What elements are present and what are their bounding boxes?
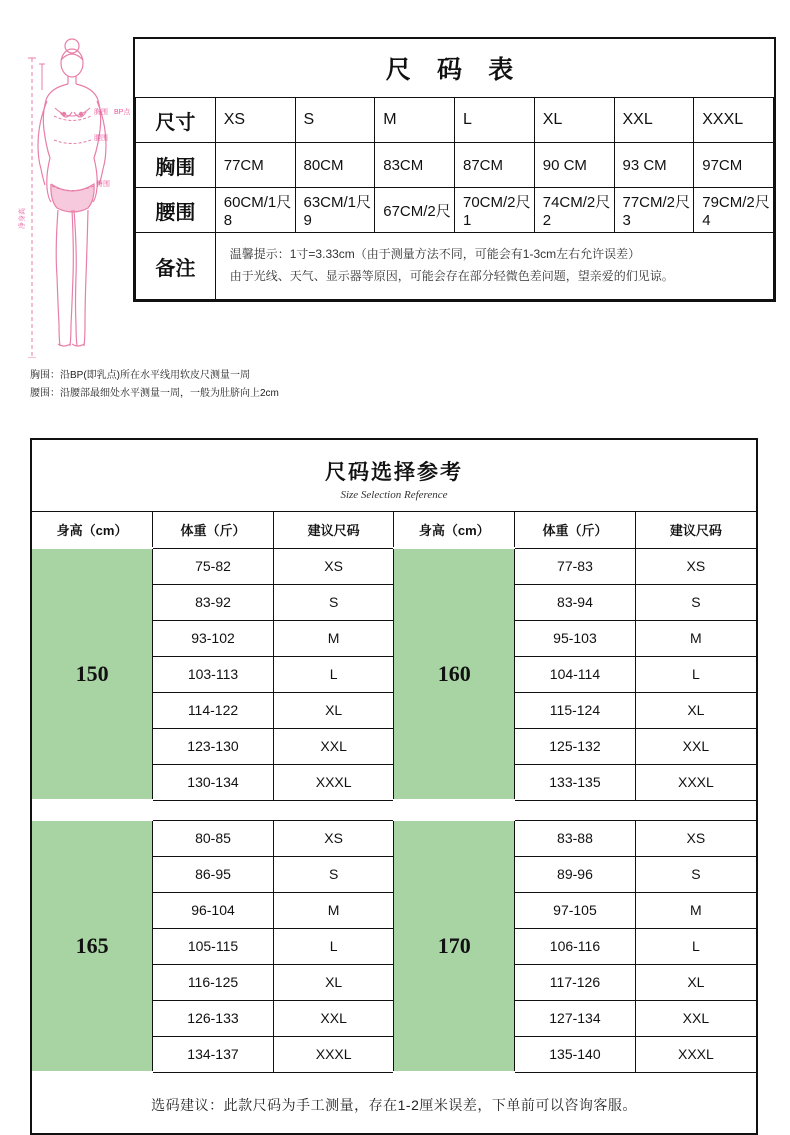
size-165-s: S: [273, 856, 394, 892]
weight-170-s: 89-96: [515, 856, 636, 892]
weight-160-xxxl: 133-135: [515, 764, 636, 800]
size-150-xxxl: XXXL: [273, 764, 394, 800]
size-160-xxxl: XXXL: [635, 764, 756, 800]
size-xxl: XXL: [614, 98, 694, 143]
weight-170-xl: 117-126: [515, 964, 636, 1000]
reference-subtitle: Size Selection Reference: [340, 489, 448, 501]
table-row: [32, 820, 756, 856]
bust-xxxl: 97CM: [694, 143, 774, 188]
header-weight-right: 体重（斤）: [515, 512, 636, 549]
waist-measure-caption: 腰围：沿腰部最细处水平测量一周，一般为肚脐向上2cm: [30, 388, 279, 399]
svg-text:BP点: BP点: [114, 109, 131, 116]
size-165-xs: XS: [273, 820, 394, 856]
waist-l: 70CM/2尺1: [455, 188, 535, 233]
size-chart-note: [215, 233, 773, 300]
bust-xl: 90 CM: [534, 143, 614, 188]
weight-165-s: 86-95: [153, 856, 274, 892]
size-160-l: L: [635, 656, 756, 692]
weight-170-m: 97-105: [515, 892, 636, 928]
size-160-xs: XS: [635, 548, 756, 584]
height-group-170: 170: [394, 820, 515, 1072]
bust-m: 83CM: [375, 143, 455, 188]
weight-160-l: 104-114: [515, 656, 636, 692]
bust-xs: 77CM: [215, 143, 295, 188]
size-170-xxxl: XXXL: [635, 1036, 756, 1072]
size-chart-section: [0, 0, 790, 400]
size-170-xxl: XXL: [635, 1000, 756, 1036]
bust-s: 80CM: [295, 143, 375, 188]
weight-160-s: 83-94: [515, 584, 636, 620]
size-165-l: L: [273, 928, 394, 964]
weight-165-m: 96-104: [153, 892, 274, 928]
svg-text:胸围: 胸围: [94, 109, 108, 116]
size-150-xl: XL: [273, 692, 394, 728]
size-170-xl: XL: [635, 964, 756, 1000]
row-label-size: 尺寸: [136, 98, 216, 143]
size-160-xl: XL: [635, 692, 756, 728]
weight-150-xl: 114-122: [153, 692, 274, 728]
row-label-bust: 胸围: [136, 143, 216, 188]
weight-160-xxl: 125-132: [515, 728, 636, 764]
svg-text:腰围: 腰围: [94, 135, 108, 142]
bust-measure-caption: 胸围：沿BP(即乳点)所在水平线用软皮尺测量一周: [30, 370, 250, 381]
size-160-xxl: XXL: [635, 728, 756, 764]
height-group-150: 150: [32, 548, 153, 800]
size-xl: XL: [534, 98, 614, 143]
weight-150-s: 83-92: [153, 584, 274, 620]
waist-m: 67CM/2尺: [375, 188, 455, 233]
height-group-165: 165: [32, 820, 153, 1072]
table-row: [32, 548, 756, 584]
spacer-cell: [32, 800, 756, 820]
size-150-m: M: [273, 620, 394, 656]
weight-165-xxxl: 134-137: [153, 1036, 274, 1072]
header-size-left: 建议尺码: [273, 512, 394, 549]
size-165-m: M: [273, 892, 394, 928]
size-165-xxxl: XXXL: [273, 1036, 394, 1072]
weight-150-l: 103-113: [153, 656, 274, 692]
weight-165-l: 105-115: [153, 928, 274, 964]
reference-header-row: [32, 512, 756, 549]
size-selection-reference-section: [30, 438, 758, 1135]
weight-170-l: 106-116: [515, 928, 636, 964]
reference-footnote: 选码建议：此款尺码为手工测量，存在1-2厘米误差，下单前可以咨询客服。: [151, 1097, 637, 1113]
size-165-xxl: XXL: [273, 1000, 394, 1036]
size-170-s: S: [635, 856, 756, 892]
size-160-s: S: [635, 584, 756, 620]
note-line-2: 由于光线、天气、显示器等原因，可能会存在部分轻微色差问题，望亲爱的们见谅。: [229, 269, 674, 283]
waist-s: 63CM/1尺9: [295, 188, 375, 233]
header-size-right: 建议尺码: [635, 512, 756, 549]
weight-160-xl: 115-124: [515, 692, 636, 728]
size-170-l: L: [635, 928, 756, 964]
header-weight-left: 体重（斤）: [153, 512, 274, 549]
size-chart-title-row: [136, 39, 774, 98]
size-chart-table-wrapper: [133, 37, 776, 302]
size-m: M: [375, 98, 455, 143]
header-height-right: 身高（cm）: [394, 512, 515, 549]
height-group-160: 160: [394, 548, 515, 800]
svg-text:净身高: 净身高: [19, 208, 26, 229]
weight-150-xxxl: 130-134: [153, 764, 274, 800]
size-chart-title: 尺 码 表: [136, 39, 774, 98]
waist-xs: 60CM/1尺8: [215, 188, 295, 233]
size-150-s: S: [273, 584, 394, 620]
weight-170-xs: 83-88: [515, 820, 636, 856]
weight-150-xxl: 123-130: [153, 728, 274, 764]
weight-160-xs: 77-83: [515, 548, 636, 584]
size-165-xl: XL: [273, 964, 394, 1000]
svg-text:臀围: 臀围: [96, 181, 110, 188]
size-160-m: M: [635, 620, 756, 656]
waist-xxl: 77CM/2尺3: [614, 188, 694, 233]
waist-xl: 74CM/2尺2: [534, 188, 614, 233]
size-xs: XS: [215, 98, 295, 143]
bust-xxl: 93 CM: [614, 143, 694, 188]
weight-165-xxl: 126-133: [153, 1000, 274, 1036]
table-row-bust: [136, 143, 774, 188]
weight-150-xs: 75-82: [153, 548, 274, 584]
waist-xxxl: 79CM/2尺4: [694, 188, 774, 233]
size-l: L: [455, 98, 535, 143]
weight-170-xxxl: 135-140: [515, 1036, 636, 1072]
bust-l: 87CM: [455, 143, 535, 188]
weight-170-xxl: 127-134: [515, 1000, 636, 1036]
row-label-waist: 腰围: [136, 188, 216, 233]
size-reference-table: [32, 511, 756, 1073]
table-row-waist: [136, 188, 774, 233]
table-row-note: [136, 233, 774, 300]
reference-title: 尺码选择参考: [325, 460, 463, 484]
size-chart-table: [135, 39, 774, 300]
size-s: S: [295, 98, 375, 143]
note-line-1: 温馨提示：1寸=3.33cm（由于测量方法不同，可能会有1-3cm左右允许误差）: [229, 247, 641, 261]
size-170-xs: XS: [635, 820, 756, 856]
weight-165-xl: 116-125: [153, 964, 274, 1000]
header-height-left: 身高（cm）: [32, 512, 153, 549]
size-150-l: L: [273, 656, 394, 692]
weight-150-m: 93-102: [153, 620, 274, 656]
size-xxxl: XXXL: [694, 98, 774, 143]
row-label-note: 备注: [136, 233, 216, 300]
size-170-m: M: [635, 892, 756, 928]
table-row-size: [136, 98, 774, 143]
weight-165-xs: 80-85: [153, 820, 274, 856]
size-150-xxl: XXL: [273, 728, 394, 764]
size-150-xs: XS: [273, 548, 394, 584]
weight-160-m: 95-103: [515, 620, 636, 656]
female-body-figure-icon: [14, 28, 132, 358]
table-group-spacer: [32, 800, 756, 820]
